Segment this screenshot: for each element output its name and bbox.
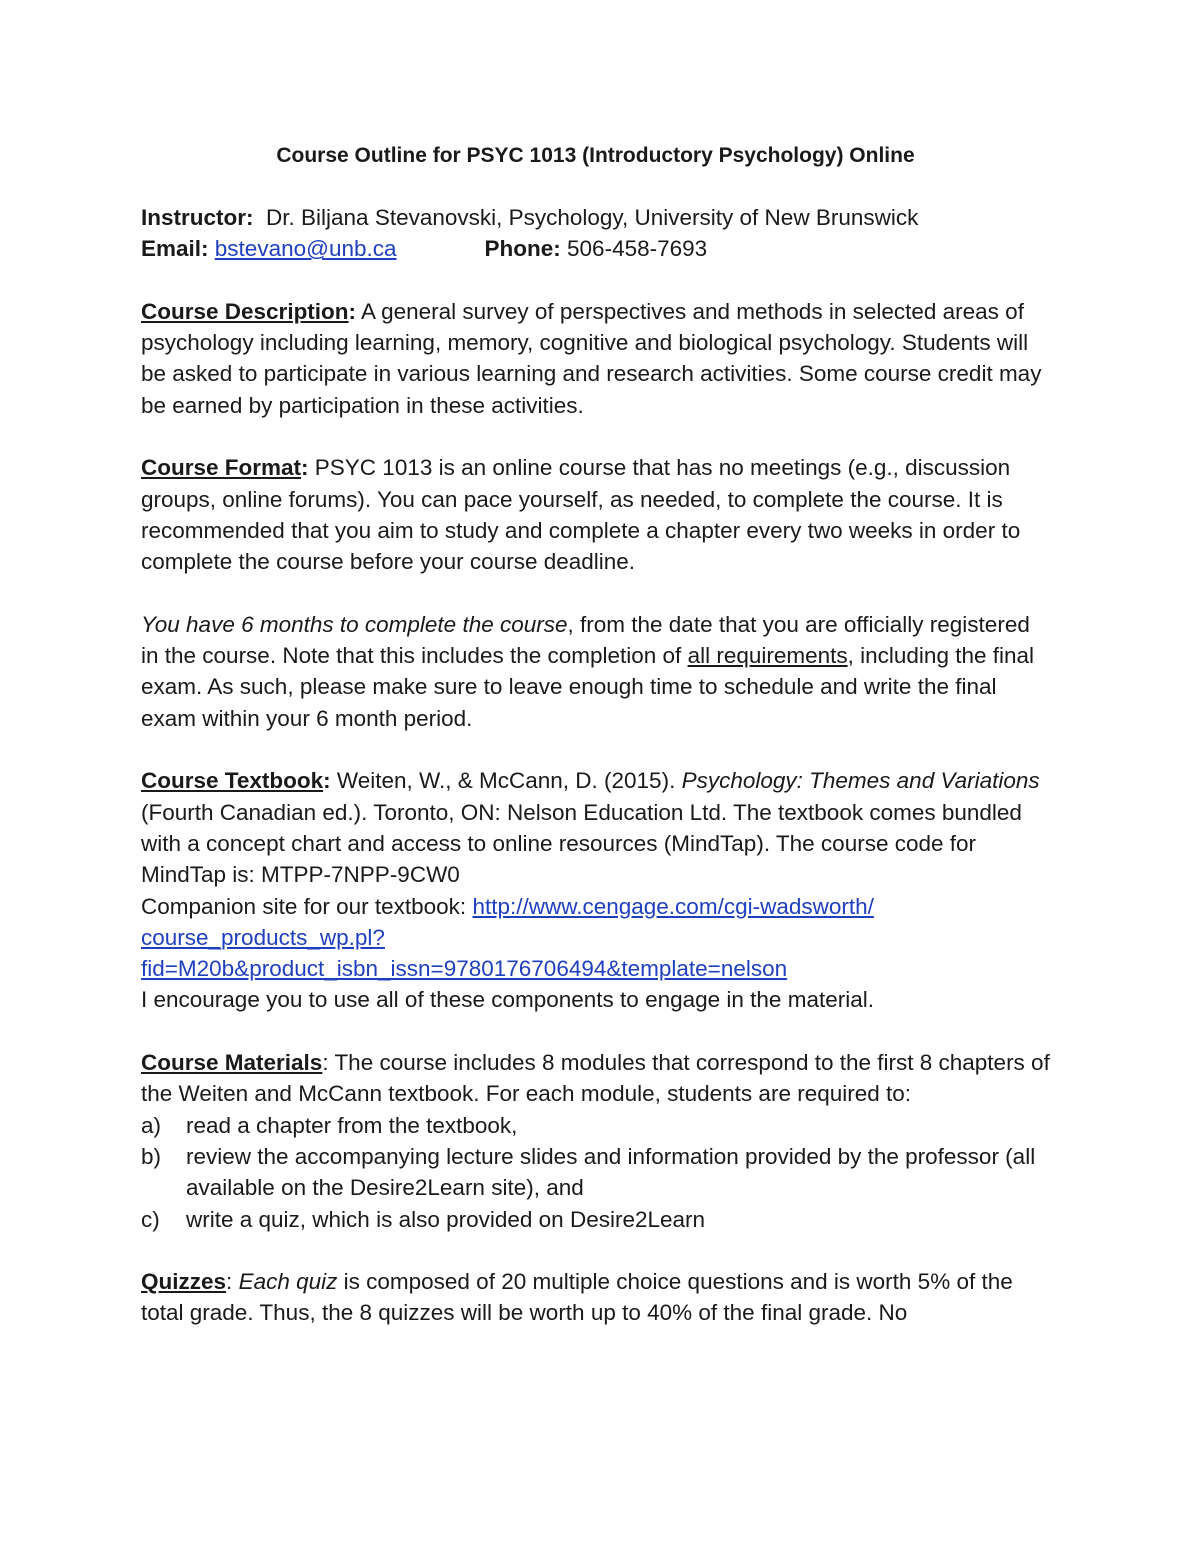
duration-text-1: , from the date that you are officially registered in the course. Note that this includes the completion of	[141, 611, 1030, 669]
companion-link-part-3[interactable]: fid=M20b&product_isbn_issn=9780176706494&template=nelson	[141, 956, 788, 982]
materials-list	[141, 1110, 1050, 1235]
instructor-label: Instructor:	[141, 205, 254, 230]
course-description-text: A general survey of perspectives and methods in selected areas of psychology including learning, memory, cognitive and biological psychology. Students will be asked to participate in various learning and research activities. Some course credit may be earned by participation in these activities.	[141, 298, 1042, 418]
spacer	[141, 421, 1050, 452]
companion-link-part-1[interactable]: http://www.cengage.com/cgi-wadsworth/	[472, 893, 874, 919]
list-item-mark: b)	[141, 1143, 162, 1169]
quizzes-colon: :	[226, 1269, 233, 1295]
list-item-text: write a quiz, which is also provided on Desire2Learn	[186, 1206, 706, 1232]
course-format-text: PSYC 1013 is an online course that has no meetings (e.g., discussion groups, online forums). You can pace yourself, as needed, to complete the course. It is recommended that you aim to study and complete a chapter every two weeks in order to complete the course before your course deadline.	[141, 455, 1021, 575]
list-item	[141, 1110, 1050, 1141]
contact-line	[141, 233, 1050, 264]
instructor-value: Dr. Biljana Stevanovski, Psychology, University of New Brunswick	[266, 205, 919, 230]
quizzes	[141, 1266, 1050, 1329]
duration-italic: You have 6 months to complete the course	[141, 611, 568, 637]
course-materials-text: The course includes 8 modules that correspond to the first 8 chapters of the Weiten and McCann textbook. For each module, students are required to:	[141, 1050, 1050, 1107]
list-item	[141, 1141, 1050, 1204]
companion-link-part-2[interactable]: course_products_wp.pl?	[141, 924, 385, 950]
quizzes-text: is composed of 20 multiple choice questions and is worth 5% of the total grade. Thus, the 8 quizzes will be worth up to 40% of the final grade. No	[141, 1269, 1013, 1326]
course-description	[141, 296, 1050, 421]
course-format	[141, 452, 1050, 577]
document-title: Course Outline for PSYC 1013 (Introductory Psychology) Online	[276, 144, 915, 167]
duration-underlined: all requirements	[687, 643, 848, 669]
course-duration	[141, 609, 1050, 734]
spacer	[141, 1016, 1050, 1047]
course-materials-label: Course Materials	[141, 1050, 323, 1076]
spacer	[141, 578, 1050, 609]
course-materials	[141, 1047, 1050, 1110]
course-description-colon: :	[348, 298, 357, 324]
phone-label: Phone:	[484, 236, 561, 262]
spacer	[141, 265, 1050, 296]
course-textbook-label: Course Textbook	[141, 768, 324, 794]
list-item	[141, 1204, 1050, 1235]
course-materials-colon: :	[322, 1050, 329, 1076]
quizzes-italic: Each quiz	[238, 1269, 338, 1295]
textbook-title: Psychology: Themes and Variations	[681, 768, 1040, 794]
course-format-colon: :	[301, 455, 309, 481]
encourage-text: I encourage you to use all of these components to engage in the material.	[141, 987, 874, 1013]
list-item-mark: a)	[141, 1112, 162, 1138]
course-textbook-colon: :	[323, 768, 331, 794]
phone-value: 506-458-7693	[567, 236, 708, 262]
textbook-text-1: Weiten, W., & McCann, D. (2015).	[330, 768, 682, 794]
duration-text-2: , including the final exam. As such, please make sure to leave enough time to schedule and write the final exam within your 6 month period.	[141, 643, 1035, 731]
course-description-label: Course Description	[141, 298, 349, 324]
course-format-label: Course Format	[141, 455, 302, 481]
instructor-line	[141, 202, 1050, 233]
list-item-text: review the accompanying lecture slides and information provided by the professor (all available on the Desire2Learn site), and	[186, 1143, 1036, 1201]
course-textbook	[141, 765, 1050, 1015]
quizzes-label: Quizzes	[141, 1269, 227, 1295]
list-item-mark: c)	[141, 1206, 160, 1232]
email-link[interactable]: bstevano@unb.ca	[214, 236, 397, 262]
list-item-text: read a chapter from the textbook,	[186, 1112, 518, 1138]
phone-group	[485, 233, 708, 264]
spacer	[141, 734, 1050, 765]
companion-label: Companion site for our textbook:	[141, 893, 473, 919]
spacer	[141, 1235, 1050, 1266]
email-label: Email:	[141, 236, 209, 262]
textbook-text-2: (Fourth Canadian ed.). Toronto, ON: Nelson Education Ltd. The textbook comes bundled with a concept chart and access to online resources (MindTap). The course code for MindTap is: MTPP-7NPP-9CW0	[141, 799, 1022, 888]
